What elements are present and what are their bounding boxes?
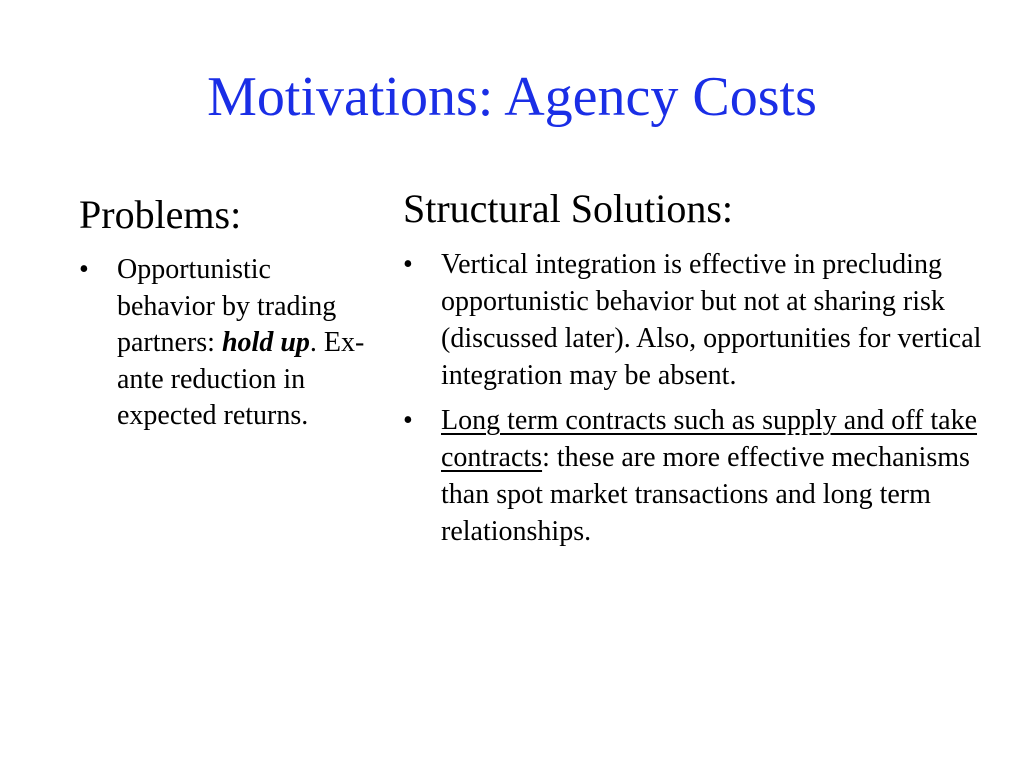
solutions-column bbox=[403, 184, 983, 558]
problems-bullet-item bbox=[79, 252, 369, 435]
hold-up-emphasis: hold up bbox=[221, 327, 310, 358]
problems-column bbox=[79, 190, 369, 443]
bullet-text-before: Opportunistic behavior by trading partners: bbox=[117, 254, 337, 358]
bullet-text-after: . Ex-ante reduction in expected returns. bbox=[117, 327, 365, 431]
slide-title: Motivations: Agency Costs bbox=[207, 66, 817, 128]
bullet-icon: • bbox=[79, 254, 89, 285]
long-term-contracts-text: Long term contracts such as supply and off take contracts bbox=[441, 405, 978, 473]
solutions-bullet-item bbox=[403, 402, 983, 550]
solutions-list bbox=[403, 246, 983, 550]
long-term-contracts-detail: : these are more effective mechanisms than spot market transactions and long term relationships. bbox=[441, 442, 970, 547]
solutions-bullet-item bbox=[403, 246, 983, 394]
vertical-integration-text: Vertical integration is effective in precluding opportunistic behavior but not at sharing risk (discussed later). Also, opportunities for vertical integration may be absent. bbox=[441, 249, 982, 391]
solutions-heading: Structural Solutions: bbox=[403, 186, 733, 231]
bullet-icon: • bbox=[403, 249, 413, 280]
bullet-icon: • bbox=[403, 405, 413, 436]
problems-list bbox=[79, 252, 369, 435]
problems-heading: Problems: bbox=[79, 192, 242, 237]
